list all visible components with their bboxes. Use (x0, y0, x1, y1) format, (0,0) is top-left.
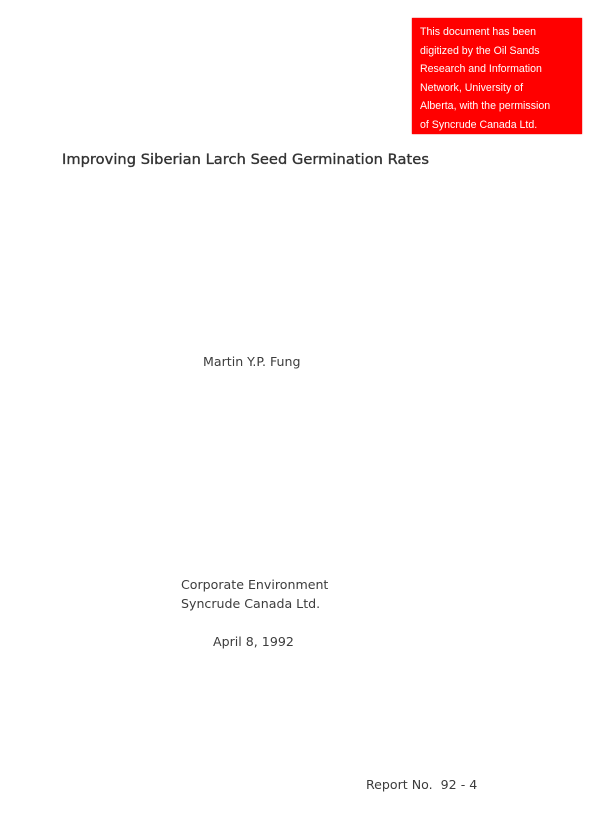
company-name: Syncrude Canada Ltd. (181, 596, 321, 611)
organization-block (181, 575, 328, 613)
notice-line: digitized by the Oil Sands (420, 44, 540, 57)
document-date: April 8, 1992 (213, 634, 294, 649)
document-title: Improving Siberian Larch Seed Germination Rates (62, 151, 429, 168)
department-name: Corporate Environment (181, 577, 329, 592)
notice-line: Research and Information (420, 63, 542, 76)
notice-line: of Syncrude Canada Ltd. (420, 118, 538, 131)
notice-line: Alberta, with the permission (420, 100, 551, 113)
notice-line: This document has been (420, 26, 537, 38)
report-number: Report No. 92 - 4 (366, 777, 478, 792)
digitization-notice (412, 18, 582, 134)
notice-line: Network, University of (420, 81, 524, 94)
author-name: Martin Y.P. Fung (203, 354, 301, 369)
